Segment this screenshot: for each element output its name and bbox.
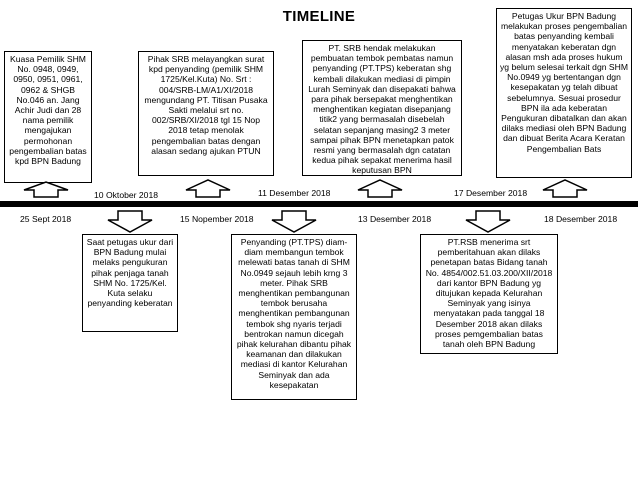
date-label: 18 Desember 2018 — [544, 214, 618, 224]
event-box-18-desember-2018: PT.RSB menerima srt pemberitahuan akan dilaks penetapan batas Bidang tanah No. 4854/002.51.03.200/XII/2018 dari kantor BPN Badung yg ditujukan kepada Kelurahan Seminyak yang isinya menyatakan pada tanggal 18 Desember 2018 akan dilaks proses pemgembalian batas tanah oleh BPN Badung — [420, 234, 558, 354]
up-arrow-icon — [543, 180, 587, 197]
event-box-11-desember-2018: PT. SRB hendak melakukan pembuatan tembok pembatas namun penyanding (PT.TPS) keberatan shg kembali dilakukan mediasi di pimpin Lurah Seminyak dan disepakati bahwa para pihak bersepakat menghentikan menghentikan kegiatan disepanjang titik2 yang bermasalah disebelah selatan sepanjang masing2 3 meter sampai pihak BPN menetapkan patok resmi yang bermasalah dgn catatan kedua pihak sepakat menerima hasil keputusan BPN — [302, 40, 462, 176]
down-arrow-icon — [466, 211, 510, 232]
timeline-bar — [0, 201, 638, 207]
up-arrow-icon — [24, 182, 68, 197]
date-label: 17 Desember 2018 — [454, 188, 528, 198]
down-arrow-icon — [272, 211, 316, 232]
down-arrow-icon — [108, 211, 152, 232]
date-label: 15 Nopember 2018 — [180, 214, 254, 224]
event-box-25-sept-2018: Kuasa Pemilik SHM No. 0948, 0949, 0950, 0951, 0961, 0962 & SHGB No.046 an. Jang Achir Judi dan 28 nama pemilik mengajukan permohonan pengembalian batas kpd BPN Badung — [4, 51, 92, 183]
date-label: 10 Oktober 2018 — [94, 190, 159, 200]
event-box-10-oktober-2018: Pihak SRB melayangkan surat kpd penyanding (pemilik SHM 1725/Kel.Kuta) No. Srt : 004/SRB-LM/A1/XI/2018 mengundang PT. Titisan Pusaka Sakti melalui srt no. 002/SRB/XI/2018 tgl 15 Nop 2018 tetap menolak pengembalian batas dengan alasan sedang ajukan PTUN — [138, 51, 274, 176]
event-box-13-desember-2018: Penyanding (PT.TPS) diam-diam membangun tembok melewati batas tanah di SHM No.0949 sejauh lebih krng 3 meter. Pihak SRB menghentikan pembangunan tembok berusaha menghentikan pembangunan tembok shg nyaris terjadi bentrokan namun dicegah pihak kelurahan dibantu pihak keamanan dan dilakukan mediasi di kantor Kelurahan Seminyak dan ada kesepakatan — [231, 234, 357, 400]
date-label: 13 Desember 2018 — [358, 214, 432, 224]
date-label: 25 Sept 2018 — [20, 214, 72, 224]
page-title: TIMELINE — [282, 8, 356, 25]
up-arrow-icon — [358, 180, 402, 197]
date-label: 11 Desember 2018 — [258, 188, 331, 198]
event-box-15-nopember-2018: Saat petugas ukur dari BPN Badung mulai melaks pengukuran pihak penjaga tanah SHM No. 1725/Kel. Kuta selaku penyanding keberatan — [82, 234, 178, 332]
event-box-17-desember-2018: Petugas Ukur BPN Badung melakukan proses pengembalian batas penyanding kembali menyatakan keberatan dgn alasan msh ada proses hukum yg belum selesai terkait dgn SHM No.0949 yg bertentangan dgn kesepakatan yg telah dibuat sebelumnya. Sesuai prosedur BPN ila ada keberatan Pengukuran dibatalkan dan akan dilaks mediasi oleh BPN Badung dan dibuat Berita Acara Keratan Pengembalian Bats — [496, 8, 632, 178]
up-arrow-icon — [186, 180, 230, 197]
